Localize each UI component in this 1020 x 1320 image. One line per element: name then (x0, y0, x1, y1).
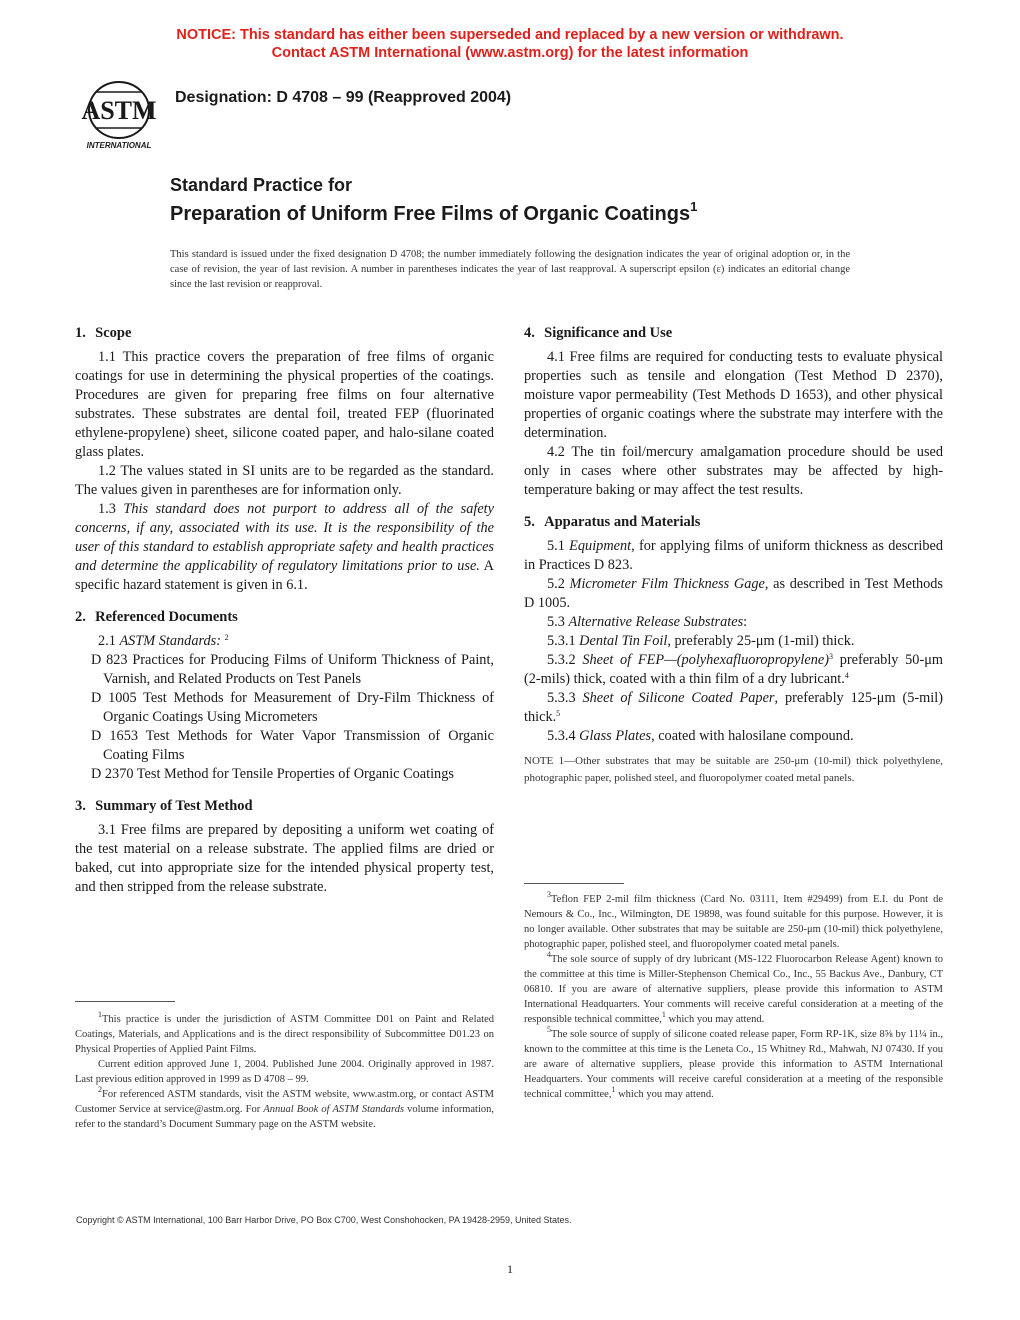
para-1-2: 1.2 The values stated in SI units are to be regarded as the standard. The values given in parentheses are for information only. (75, 463, 494, 498)
footnote-2: $^2$For referenced ASTM standards, visit the ASTM website, www.astm.org, or contact ASTM Customer Service at service@astm.org. For Annual Book of ASTM Standards volume information, refer to the standard’s Document Summary page on the ASTM website. (75, 1085, 494, 1130)
left-column (75, 324, 494, 897)
footnote-divider (524, 883, 624, 884)
para-5-3-2: 5.3.2 Sheet of FEP—(polyhexafluoropropylene)$^3$ preferably 50-μm (2-mils) thick, coated with a thin film of a dry lubricant.$^4$ (524, 652, 944, 687)
reference-item: D 2370 Test Method for Tensile Properties of Organic Coatings (91, 766, 454, 782)
supersede-notice (0, 26, 1020, 62)
copyright: Copyright © ASTM International, 100 Barr Harbor Drive, PO Box C700, West Conshohocken, PA 19428-2959, United States. (76, 1215, 572, 1225)
footnote-1-approval: Current edition approved June 1, 2004. Published June 2004. Originally approved in 1987. Last previous edition approved in 1999 as D 4708 – 99. (75, 1059, 494, 1085)
footnote-4: $^4$The sole source of supply of dry lubricant (MS-122 Fluorocarbon Release Agent) known to the committee at this time is Miller-Stephenson Chemical Co., Inc., 55 Backus Ave., Danbury, CT 06810. If you are aware of alternative suppliers, please provide this information to ASTM International Headquarters. Your comments will receive careful consideration at a meeting of the responsible technical committee,$^1$ which you may attend. (524, 950, 943, 1025)
notice-line-2: Contact ASTM International (www.astm.org) for the latest information (271, 45, 749, 61)
reference-item: D 1653 Test Methods for Water Vapor Transmission of Organic Coating Films (91, 728, 494, 763)
right-column (524, 324, 943, 787)
section-heading-referenced-documents: 2. Referenced Documents (75, 609, 238, 625)
para-5-1: 5.1 Equipment, for applying films of uniform thickness as described in Practices D 823. (524, 538, 943, 573)
para-4-2: 4.2 The tin foil/mercury amalgamation procedure should be used only in cases where other substrates may be affected by high-temperature baking or may affect the test results. (524, 444, 943, 498)
right-footnotes (524, 892, 943, 1102)
para-5-3-4: 5.3.4 Glass Plates, coated with halosilane compound. (547, 728, 854, 744)
reference-item: D 823 Practices for Producing Films of Uniform Thickness of Paint, Varnish, and Related Products on Test Panels (91, 652, 494, 687)
title-line-2 (170, 199, 697, 226)
designation: Designation: D 4708 – 99 (Reapproved 2004) (175, 89, 512, 106)
footnote-1: $^1$This practice is under the jurisdiction of ASTM Committee D01 on Paint and Related Coatings, Materials, and Applications and is the direct responsibility of Subcommittee D01.23 on Physical Properties of Applied Paint Films. (75, 1010, 494, 1055)
logo-subtext: INTERNATIONAL (86, 141, 152, 150)
notice-line-1: NOTICE: This standard has either been superseded and replaced by a new version or withdrawn. (176, 27, 844, 43)
footnote-3: $^3$Teflon FEP 2-mil film thickness (Card No. 03111, Item #29499) from E.I. du Pont de Nemours & Co., Inc., Wilmington, DE 19898, was found suitable for this purpose. However, it is no longer available. Other substrates that may be suitable are 250-μm (10-mil) thick polyethylene, photographic paper, polished steel, and fluoropolymer coated metal panels. (524, 890, 943, 950)
section-heading-summary: 3. Summary of Test Method (75, 798, 253, 814)
footnote-divider (75, 1001, 175, 1002)
section-heading-apparatus: 5. Apparatus and Materials (524, 514, 701, 530)
note-1: NOTE 1—Other substrates that may be suitable are 250-μm (10-mil) thick polyethylene, photographic paper, polished steel, and fluoropolymer coated metal panels. (524, 755, 943, 784)
para-3-1: 3.1 Free films are prepared by depositing a uniform wet coating of the test material on a release substrate. The applied films are dried or baked, cut into appropriate size for the intended physical property test, and then stripped from the release substrate. (75, 822, 494, 895)
reference-item: D 1005 Test Methods for Measurement of Dry-Film Thickness of Organic Coatings Using Micrometers (91, 690, 494, 725)
title-line-1: Standard Practice for (170, 175, 353, 195)
page-number: 1 (507, 1262, 513, 1276)
footnote-5: $^5$The sole source of supply of silicone coated release paper, Form RP-1K, size 8⅝ by 11¼ in., known to the committee at this time is the Leneta Co., 15 Whitney Rd., Mahwah, NJ 07430. If you are aware of alternative suppliers, please provide this information to ASTM International Headquarters. Your comments will receive careful consideration at a meeting of the responsible technical committee,$^1$ which you may attend. (524, 1025, 943, 1100)
left-footnotes (75, 1012, 494, 1132)
title-text: Preparation of Uniform Free Films of Organic Coatings (170, 203, 691, 225)
title-footnote-ref: 1 (690, 199, 698, 214)
para-5-3: 5.3 Alternative Release Substrates: (547, 614, 748, 630)
para-1-1: 1.1 This practice covers the preparation of free films of organic coatings for use in determining the physical properties of the coatings. Procedures are given for preparing free films on four alternative substrates. These substrates are dental foil, treated FEP (fluorinated ethylene-propylene) sheet, silicone coated paper, and halo-silane coated glass plates. (75, 349, 494, 460)
section-heading-significance: 4. Significance and Use (524, 325, 673, 341)
para-5-3-1: 5.3.1 Dental Tin Foil, preferably 25-μm (1-mil) thick. (547, 633, 855, 649)
para-1-3: 1.3 This standard does not purport to address all of the safety concerns, if any, associated with its use. It is the responsibility of the user of this standard to establish appropriate safety and health practices and determine the applicability of regulatory limitations prior to use. A specific hazard statement is given in 6.1. (75, 501, 494, 593)
para-4-1: 4.1 Free films are required for conducting tests to evaluate physical properties such as tensile and elongation (Test Method D 2370), moisture vapor permeability (Test Methods D 1653), and other physical properties of organic coatings where the substrate may interfere with the determination. (524, 349, 943, 441)
para-2-1: 2.1 ASTM Standards: $^2$ (98, 633, 229, 649)
para-5-3-3: 5.3.3 Sheet of Silicone Coated Paper, preferably 125-μm (5-mil) thick.$^5$ (524, 690, 943, 725)
para-5-2: 5.2 Micrometer Film Thickness Gage, as described in Test Methods D 1005. (524, 576, 943, 611)
logo-text: ASTM (81, 96, 157, 125)
standard-intro: This standard is issued under the fixed designation D 4708; the number immediately following the designation indicates the year of original adoption or, in the case of revision, the year of last revision. A number in parentheses indicates the year of last reapproval. A superscript epsilon (ε) indicates an editorial change since the last revision or reapproval. (170, 249, 850, 290)
section-heading-scope: 1. Scope (75, 325, 132, 341)
astm-logo-icon (76, 78, 162, 154)
